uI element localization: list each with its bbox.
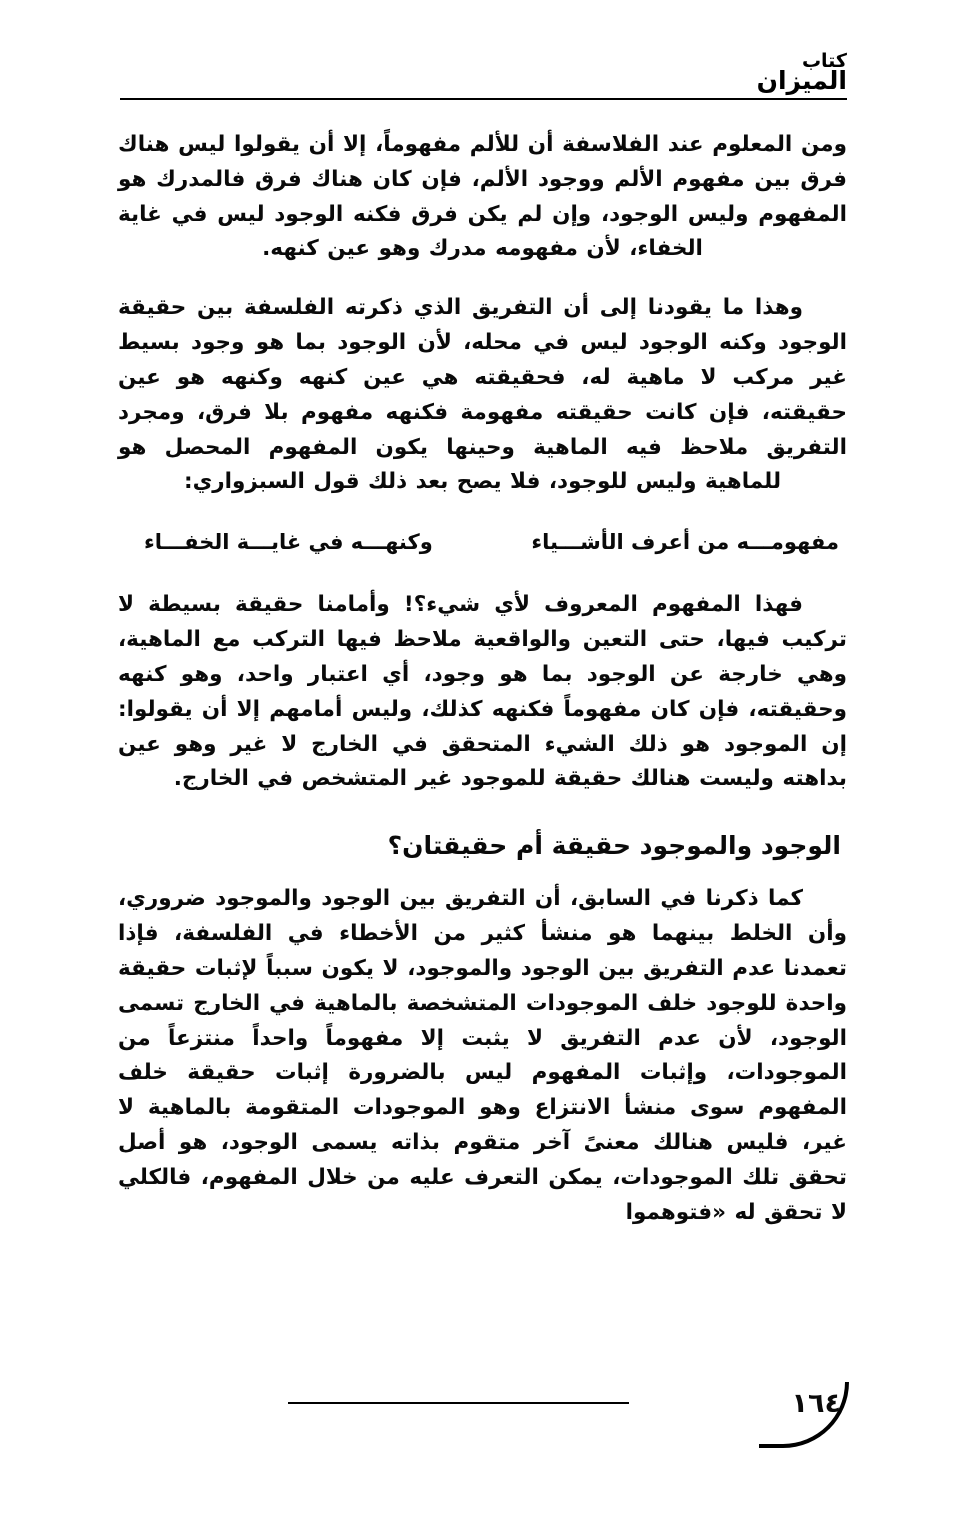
paragraph-1: ومن المعلوم عند الفلاسفة أن للألم مفهوماً، إلا أن يقولوا ليس هناك فرق بين مفهوم الألم ووجود الألم، فإن كان هناك فرق فالمدرك هو المفهوم وليس الوجود، وإن لم يكن فرق فكنه الوجود ليس في غاية الخفاء، لأن مفهومه مدرك وهو عين كنهه. bbox=[118, 132, 847, 262]
verse-right-hemistich: مفهومـــه من أعرف الأشـــياء bbox=[531, 530, 839, 555]
verse-line bbox=[118, 530, 847, 554]
footer-divider bbox=[288, 1402, 629, 1404]
paragraph-2: وهذا ما يقودنا إلى أن التفريق الذي ذكرته الفلسفة بين حقيقة الوجود وكنه الوجود ليس في محله، لأن الوجود بما هو وجود بسيط غير مركب لا ماهية له، فحقيقته هي عين كنهه وكنهه هو عين حقيقته، فإن كانت حقيقته مفهومة فكنهه مفهوم بلا فرق، ومجرد التفريق ملاحظ فيه الماهية وحينها يكون المفهوم المحصل هو للماهية وليس للوجود، فلا يصح بعد ذلك قول السبزواري: bbox=[118, 295, 847, 495]
page-number-container bbox=[727, 1384, 847, 1454]
book-logo bbox=[757, 52, 847, 93]
header-divider bbox=[120, 98, 847, 100]
page-header bbox=[120, 52, 847, 110]
book-logo-bottom-text: الميزان bbox=[756, 66, 847, 95]
book-logo-top-text: كتاب bbox=[801, 50, 847, 72]
page-number: ١٦٤ bbox=[791, 1388, 841, 1419]
verse-left-hemistich: وكنهـــه في غايـــة الخفـــاء bbox=[144, 530, 433, 555]
section-heading: الوجود والموجود حقيقة أم حقيقتان؟ bbox=[387, 831, 841, 861]
paragraph-4: كما ذكرنا في السابق، أن التفريق بين الوجود والموجود ضروري، وأن الخلط بينهما هو منشأ كثير من الأخطاء في الفلسفة، فإذا تعمدنا عدم التفريق بين الوجود والموجود، لا يكون سبباً لإثبات حقيقة واحدة للوجود خلف الموجودات المتشخصة بالماهية في الخارج تسمى الوجود، لأن عدم التفريق لا يثبت إلا مفهوماً واحداً منتزعاً من الموجودات، وإثبات المفهوم ليس بالضرورة إثبات حقيقة خلف المفهوم سوى منشأ الانتزاع وهو الموجودات المتقومة بالماهية لا غير، فليس هنالك معنىً آخر متقوم بذاته يسمى الوجود، هو أصل تحقق تلك الموجودات، يمكن التعرف عليه من خلال المفهوم، فالكلي لا تحقق له «فتوهموا bbox=[118, 886, 847, 1225]
page-body bbox=[118, 128, 847, 1255]
page-footer bbox=[118, 1388, 847, 1462]
paragraph-3: فهذا المفهوم المعروف لأي شيء؟! وأمامنا حقيقة بسيطة لا تركيب فيها، حتى التعين والواقعية ملاحظ فيها التركب مع الماهية، وهي خارجة عن الوجود بما هو وجود، أي اعتبار واحد، وهو كنهه وحقيقته، فإن كان مفهوماً فكنهه كذلك، وليس أمامهم إلا أن يقولوا: إن الموجود هو ذلك الشيء المتحقق في الخارج لا غير وهو عين بداهته وليست هنالك حقيقة للموجود غير المتشخص في الخارج. bbox=[118, 592, 847, 792]
